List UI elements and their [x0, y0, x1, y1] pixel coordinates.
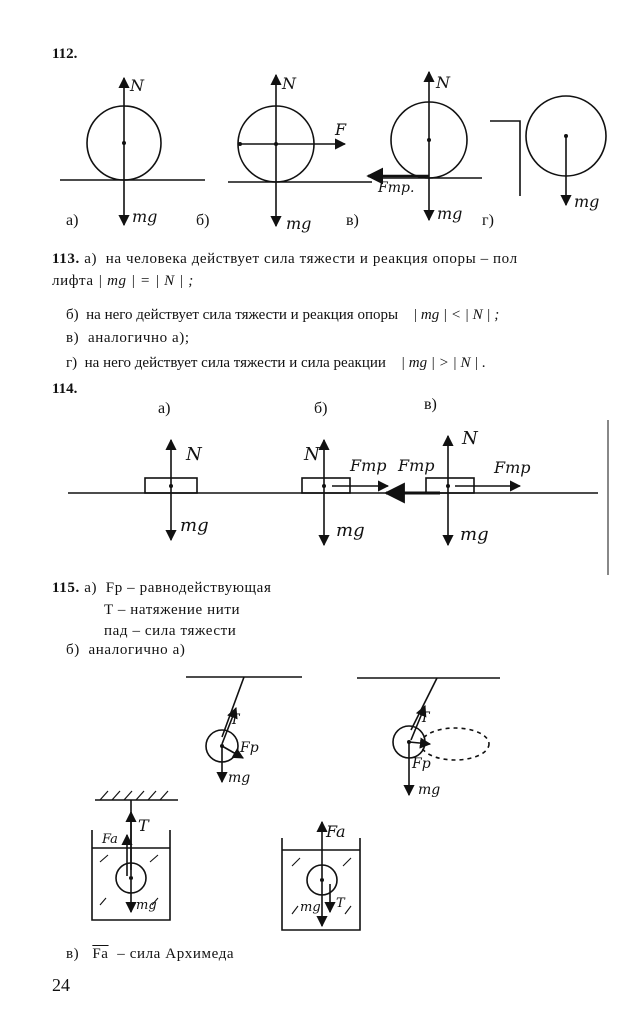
fig112-label-v: в) [346, 212, 359, 229]
problem-115-c-prefix: в) [66, 946, 80, 962]
problem-115-c-text: – сила Архимеда [117, 946, 235, 962]
page-number: 24 [52, 975, 70, 995]
fig115c1-mg-label: mg [136, 898, 157, 913]
problem-113-b-formula: | mg | < | N | ; [413, 307, 500, 323]
problem-113-d-text: на него действует сила тяжести и сила реакции [84, 355, 386, 371]
problem-115-line1: Fр – равнодействующая [105, 580, 272, 596]
fig115b-T-label: T [420, 710, 430, 726]
problem-115-b-prefix: б) [66, 642, 80, 658]
fig112v-N-label: N [436, 73, 450, 92]
fig115b-Fp-vector [409, 742, 430, 744]
problem-113-a-cont: лифта [52, 273, 94, 289]
fig112g-wall [490, 121, 520, 196]
problem-115-b-text: аналогично а) [88, 642, 186, 658]
problem-115-a-prefix: а) [84, 580, 98, 596]
fig112-label-b: б) [196, 212, 210, 229]
fig114v-Fp-label: Fтр [398, 456, 435, 475]
fig112-label-a: а) [66, 212, 79, 229]
fig115c1-T-label: T [138, 816, 149, 835]
problem-113-a-formula: | mg | = | N | ; [98, 273, 194, 289]
figure-dots [122, 134, 568, 882]
fig114b-mg-label: mg [336, 520, 365, 541]
problem-113-number: 113. [52, 251, 80, 267]
fig115c2-mg-label: mg [300, 900, 321, 915]
fig115a-T-label: T [230, 712, 240, 728]
fig114v-N-label: N [462, 428, 478, 449]
fig115c1-hatch [100, 791, 168, 800]
fig115b-mg-label: mg [418, 782, 441, 798]
fig112b-N-label: N [282, 74, 296, 93]
fig112b-F-label: F [335, 120, 347, 139]
fig115c2-Fa-label: Fa [326, 822, 346, 841]
fig114b-N-label: N [304, 444, 320, 465]
problem-113-b-text: на него действует сила тяжести и реакция опоры [86, 307, 399, 323]
fig114b-Ftr-label: Fтр [350, 456, 387, 475]
fig114a-N-label: N [186, 444, 202, 465]
fig115a-mg-label: mg [228, 770, 251, 786]
problem-113-d-prefix: г) [66, 355, 78, 371]
problem-115-line-a [52, 580, 271, 597]
problem-115-line-c [66, 946, 234, 963]
problem-113-a-prefix: а) [84, 251, 98, 267]
fig114-label-a: а) [158, 400, 171, 417]
fig112-label-g: г) [482, 212, 494, 229]
fig114v-Ftr-label: Fтр [494, 458, 531, 477]
fig112a-mg-label: mg [132, 207, 158, 226]
problem-113-d-formula: | mg | > | N | . [400, 355, 486, 371]
problem-113-c-prefix: в) [66, 330, 80, 346]
fig112a-N-label: N [130, 76, 144, 95]
fig112g-mg-label: mg [574, 192, 600, 211]
fig115a-thread [222, 677, 244, 737]
problem-113-b-prefix: б) [66, 307, 79, 323]
fig112v-Ftr-label: Fтр. [378, 180, 415, 196]
problem-113-a-text: на человека действует сила тяжести и реакция опоры – пол [105, 251, 518, 267]
fig115b-Fp-label: Fp [412, 756, 431, 772]
fig115c2-vessel [282, 838, 360, 930]
problem-113-line-a-cont [52, 273, 194, 290]
problem-114-number: 114. [52, 381, 78, 397]
problem-113-line-a [52, 251, 518, 268]
fig114-label-v: в) [424, 396, 437, 413]
fig112v-mg-label: mg [437, 204, 463, 223]
problem-113-c-text: аналогично а); [87, 330, 190, 346]
fig115c1-Fa-label: Fa [102, 832, 118, 847]
fig114-label-b: б) [314, 400, 328, 417]
problem-113-line-d [66, 355, 486, 372]
problem-112-number: 112. [52, 46, 78, 62]
problem-115-line3: пад – сила тяжести [104, 623, 237, 639]
fig115c2-T-label: T [336, 896, 345, 911]
problem-115-c-symbol: $\overline{Fa}$ [92, 946, 109, 962]
problem-115-line2: T – натяжение нити [104, 602, 241, 618]
fig112b-mg-label: mg [286, 214, 312, 233]
problem-113-line-c [66, 330, 190, 347]
fig114v-mg-label: mg [460, 524, 489, 545]
fig115a-Fp-label: Fp [240, 740, 259, 756]
problem-113-line-b [66, 307, 499, 324]
fig115b-orbit [421, 728, 489, 760]
problem-115-number: 115. [52, 580, 80, 596]
fig114a-mg-label: mg [180, 515, 209, 536]
problem-115-line-b [66, 642, 185, 659]
